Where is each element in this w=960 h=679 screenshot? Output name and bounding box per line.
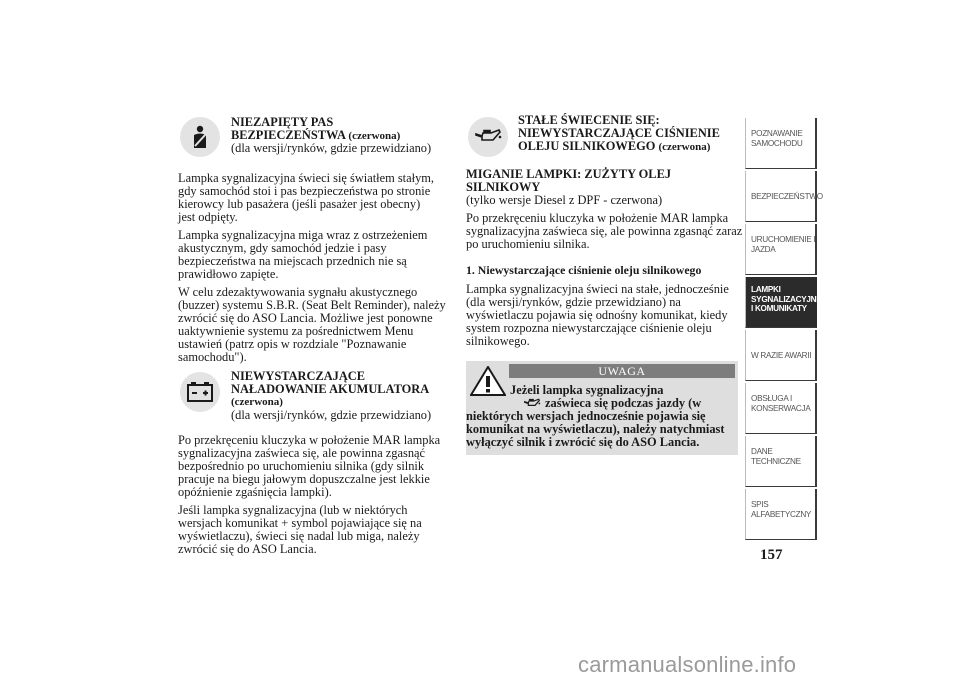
seatbelt-p1-l3: kierowcy lub pasażera (jeśli pasażer jest obecny) [178,197,421,211]
seatbelt-icon-badge [180,117,220,157]
tab-label-line: SAMOCHODU [751,138,803,148]
warning-line-2: zaświeca się podczas jazdy (w [545,396,702,410]
oil-worn-p-l3: po uruchomieniu silnika. [466,237,590,251]
section-1-heading: 1. Niewystarczające ciśnienie oleju silnikowego [466,263,702,277]
tab-uruchomienie-i-jazda[interactable] [745,224,817,275]
section-1-p-l5: silnikowego. [466,334,530,348]
seatbelt-title-color: (czerwona) [348,130,401,142]
seatbelt-p1-l4: jest odpięty. [178,210,238,224]
battery-subtitle: (dla wersji/rynków, gdzie przewidziano) [231,408,432,422]
oil-icon-badge [468,117,508,157]
seatbelt-p3-l1: W celu zdezaktywowania sygnału akustycznego [178,285,418,299]
oil-worn-subtitle: (tylko wersje Diesel z DPF - czerwona) [466,193,663,207]
oil-title-1: STAŁE ŚWIECENIE SIĘ: [518,113,660,127]
section-1-p-l4: system rozpozna niewystarczające ciśnienie oleju [466,321,712,335]
section-1-p-l1: Lampka sygnalizacyjna świeci na stałe, jednocześnie [466,282,729,296]
seatbelt-p3-l2: (buzzer) systemu S.B.R. (Seat Belt Reminder), należy [178,298,446,312]
tab-label-line: ALFABETYCZNY [751,509,812,519]
seatbelt-title-1: NIEZAPIĘTY PAS [231,115,334,129]
tab-dane-techniczne[interactable] [745,436,817,487]
warning-triangle-icon [470,366,506,396]
battery-p2-l4: zwrócić się do ASO Lancia. [178,542,317,556]
tab-label-line: KONSERWACJA [751,403,811,413]
battery-p2-l3: wyświetlaczu), świeci się nadal lub miga, należy [178,529,420,543]
tab-label-line: POZNAWANIE [751,129,803,138]
tab-lampki-sygnalizacyjne[interactable] [745,277,822,328]
oil-can-icon [473,128,503,146]
tab-label-line: SYGNALIZACYJNE [751,294,822,304]
battery-p1-l2: sygnalizacyjna zaświeca się, ale powinna zgasnąć [178,446,426,460]
warning-line-3: niektórych wersjach jednocześnie pojawia się [466,409,706,423]
warning-label: UWAGA [509,364,735,378]
tab-label-line: TECHNICZNE [751,456,801,466]
seatbelt-icon [187,124,213,150]
battery-title-2: NAŁADOWANIE AKUMULATORA [231,382,430,396]
watermark: carmanualsonline.info [578,652,797,677]
seatbelt-p3-l5: ustawień (patrz opis w rozdziale "Poznawanie [178,337,407,351]
warning-line-4: komunikat na wyświetlaczu), należy natychmiast [466,422,725,436]
warning-oil-can-icon [522,398,542,409]
tab-label-line: URUCHOMIENIE I [751,235,816,244]
seatbelt-p2-l3: bezpieczeństwa na miejscach przednich nie są [178,254,407,268]
tab-label-line: DANE [751,447,773,456]
battery-p1-l3: bezpośrednio po uruchomieniu silnika (gdy silnik [178,459,425,473]
page-number: 157 [760,547,783,563]
oil-worn-p-l2: sygnalizacyjna zaświeca się, ale powinna zgasnąć zaraz [466,224,743,238]
section-1-p-l3: wyświetlaczu pojawia się odnośny komunikat, kiedy [466,308,728,322]
battery-icon [186,381,214,403]
oil-title-color: (czerwona) [658,141,711,153]
seatbelt-p1-l2: gdy samochód stoi i pas bezpieczeństwa po stronie [178,184,431,198]
section-1-p-l2: (dla wersji/rynków, gdzie przewidziano) na [466,295,681,309]
seatbelt-p2-l2: akustycznym, gdy samochód jedzie i pasy [178,241,387,255]
oil-title-3 [518,140,710,154]
warning-line-5: wyłączyć silnik i zwrócić się do ASO Lancia. [466,435,700,449]
battery-title-1: NIEWYSTARCZAJĄCE [231,369,366,383]
seatbelt-p2-l1: Lampka sygnalizacyjna miga wraz z ostrzeżeniem [178,228,428,242]
oil-worn-title-2: SILNIKOWY [466,180,541,194]
battery-p1-l1: Po przekręceniu kluczyka w położenie MAR lampka [178,433,441,447]
tab-bezpieczenstwo[interactable] [745,171,823,222]
tab-w-razie-awarii[interactable] [745,330,817,381]
battery-title-color: (czerwona) [231,396,283,408]
tab-label-line: OBSŁUGA I [751,394,792,403]
battery-p2-l2: wersjach komunikat + symbol pojawiające się na [178,516,422,530]
battery-icon-badge [180,372,220,412]
tab-label-line: BEZPIECZEŃSTWO [751,192,823,201]
tab-label-line: W RAZIE AWARII [751,351,812,360]
seatbelt-p3-l4: uaktywnienie systemu za pośrednictwem Menu [178,324,414,338]
oil-worn-p-l1: Po przekręceniu kluczyka w położenie MAR lampka [466,211,729,225]
oil-worn-title-1: MIGANIE LAMPKI: ZUŻYTY OLEJ [466,167,672,181]
seatbelt-subtitle: (dla wersji/rynków, gdzie przewidziano) [231,141,432,155]
oil-title-3-text: OLEJU SILNIKOWEGO [518,139,656,153]
battery-p2-l1: Jeśli lampka sygnalizacyjna (lub w niektórych [178,503,408,517]
tab-label-line: LAMPKI [751,285,781,294]
seatbelt-p2-l4: prawidłowo zapięte. [178,267,279,281]
tab-poznawanie-samochodu[interactable] [745,118,817,169]
tab-label-line: JAZDA [751,244,776,254]
tab-obsluga-i-konserwacja[interactable] [745,383,817,434]
tab-spis-alfabetyczny[interactable] [745,489,817,540]
warning-line-1: Jeżeli lampka sygnalizacyjna [510,383,664,397]
oil-title-2: NIEWYSTARCZAJĄCE CIŚNIENIE [518,126,720,140]
tab-label-line: I KOMUNIKATY [751,304,807,313]
seatbelt-p3-l3: zwrócić się do ASO Lancia. Możliwe jest ponowne [178,311,433,325]
tab-label-line: SPIS [751,500,769,509]
seatbelt-p1-l1: Lampka sygnalizacyjna świeci się światłem stałym, [178,171,434,185]
battery-p1-l4: pracuje na biegu jałowym dopuszczalne jest lekkie [178,472,430,486]
seatbelt-p3-l6: samochodu"). [178,350,247,364]
battery-p1-l5: opóźnienie zgaśnięcia lampki). [178,485,332,499]
seatbelt-title-2-text: BEZPIECZEŃSTWA [231,128,346,142]
